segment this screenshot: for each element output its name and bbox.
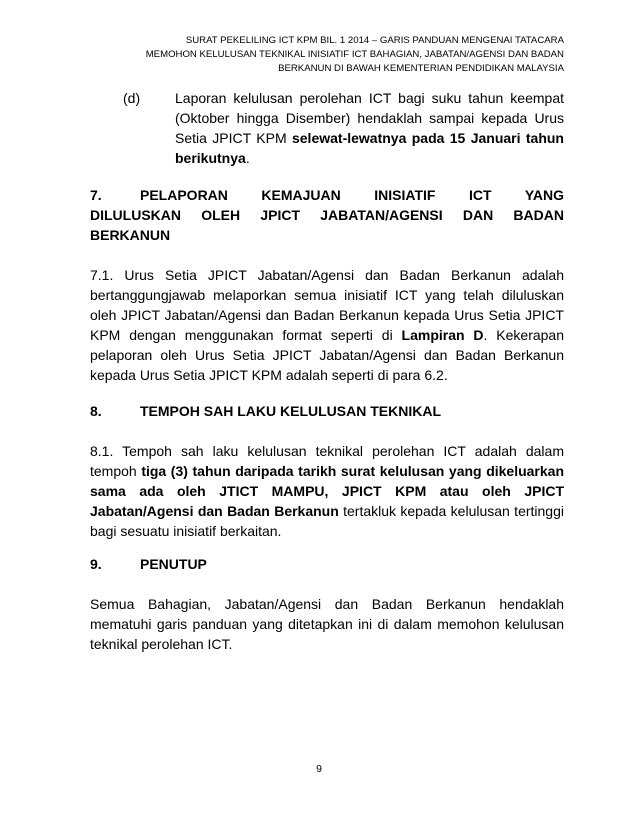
section-7-heading <box>90 185 564 245</box>
section-8-heading <box>90 401 564 421</box>
page-number: 9 <box>316 763 322 775</box>
list-item-marker: (d) <box>123 90 141 106</box>
section-9-paragraph: Semua Bahagian, Jabatan/Agensi dan Badan Berkanun hendaklah mematuhi garis panduan yang ditetapkan ini di dalam memohon kelulusan teknikal perolehan ICT. <box>90 596 564 652</box>
section-7-number: 7. <box>90 187 102 203</box>
para-7-1-text-1: 7.1. Urus Setia JPICT Jabatan/Agensi dan Badan Berkanun adalah bertanggungjawab melaporkan semua inisiatif ICT yang telah diluluskan oleh JPICT Jabatan/Agensi dan Badan Berkanun kepada Urus Setia JPICT KPM dengan menggunakan format seperti di <box>90 267 564 343</box>
list-item-d <box>123 88 564 168</box>
section-8-paragraph <box>90 441 564 541</box>
document-header <box>80 34 564 76</box>
item-d-text-2: . <box>245 150 250 166</box>
para-7-1-appendix-bold: Lampiran D <box>401 327 484 343</box>
item-d-text-1: Laporan kelulusan perolehan ICT bagi suku tahun keempat (Oktober hingga Disember) hendaklah sampai kepada Urus Setia JPICT KPM <box>175 90 564 146</box>
section-7-heading-line-1 <box>90 185 564 205</box>
section-7-paragraph <box>90 265 564 385</box>
para-7-1-text-2: . Kekerapan pelaporan oleh Urus Setia JPICT Jabatan/Agensi dan Badan Berkanun kepada Urus Setia JPICT KPM adalah seperti di para 6.2. <box>90 327 564 383</box>
para-8-1-text-1: 8.1. Tempoh sah laku kelulusan teknikal perolehan ICT adalah dalam tempoh <box>90 443 564 479</box>
section-7-heading-line-3: BERKANUN <box>90 227 171 243</box>
section-7-heading-line-2: DILULUSKAN OLEH JPICT JABATAN/AGENSI DAN BADAN <box>90 207 564 223</box>
para-8-1-validity-bold: tiga (3) tahun daripada tarikh surat kelulusan yang dikeluarkan sama ada oleh JTICT MAMPU, JPICT KPM atau oleh JPICT Jabatan/Agensi dan Badan Berkanun <box>90 463 565 519</box>
section-9-number: 9. <box>90 556 102 572</box>
header-line-3: BERKANUN DI BAWAH KEMENTERIAN PENDIDIKAN MALAYSIA <box>278 63 564 74</box>
section-9-heading-text: PENUTUP <box>140 556 207 572</box>
item-d-deadline-bold: selewat-lewatnya pada 15 Januari tahun berikutnya <box>175 130 564 166</box>
section-9 <box>90 554 564 654</box>
para-8-1-text-2: tertakluk kepada kelulusan tertinggi bagi sesuatu inisiatif berkaitan. <box>90 503 564 539</box>
list-item-text <box>175 88 564 168</box>
section-9-heading <box>90 554 564 574</box>
header-line-1: SURAT PEKELILING ICT KPM BIL. 1 2014 – GARIS PANDUAN MENGENAI TATACARA <box>185 35 564 46</box>
section-7-heading-text-1: PELAPORAN KEMAJUAN INISIATIF ICT YANG <box>140 187 564 203</box>
section-8 <box>90 401 564 541</box>
section-8-number: 8. <box>90 403 102 419</box>
section-7 <box>90 185 564 385</box>
section-8-heading-text: TEMPOH SAH LAKU KELULUSAN TEKNIKAL <box>140 403 441 419</box>
header-line-2: MEMOHON KELULUSAN TEKNIKAL INISIATIF ICT BAHAGIAN, JABATAN/AGENSI DAN BADAN <box>145 49 564 60</box>
